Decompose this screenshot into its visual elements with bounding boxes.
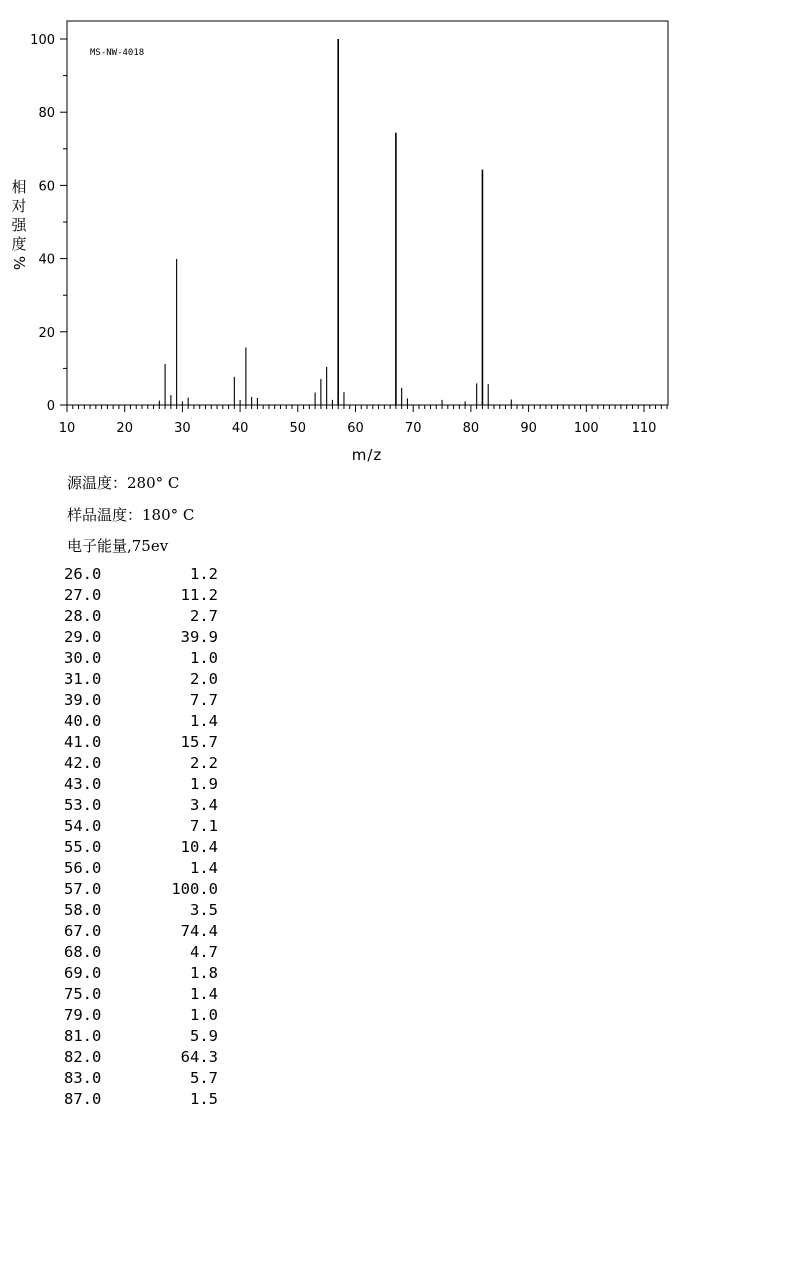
peak-mz-value: 58.0 (64, 901, 102, 919)
table-row (64, 984, 218, 1005)
peak-intensity-value: 15.7 (180, 733, 218, 751)
y-label-char: 相 (11, 178, 27, 196)
table-row (64, 732, 218, 753)
table-row (64, 585, 218, 606)
x-axis-label: m/z (351, 446, 383, 464)
x-tick-label: 20 (116, 421, 133, 436)
table-row (64, 879, 218, 900)
peak-intensity-value: 5.7 (190, 1069, 218, 1087)
x-tick-label: 40 (231, 421, 249, 436)
table-row (64, 627, 218, 648)
x-tick-label: 100 (573, 421, 599, 436)
y-label-char: 对 (11, 197, 27, 215)
table-row (64, 1005, 218, 1026)
table-row (64, 690, 218, 711)
y-tick-label: 40 (38, 252, 55, 268)
y-tick-label: 20 (38, 325, 55, 341)
peak-intensity-value: 1.0 (190, 1006, 218, 1024)
peak-mz-value: 87.0 (64, 1090, 102, 1108)
peak-mz-value: 75.0 (64, 985, 102, 1003)
peak-intensity-value: 3.5 (190, 901, 218, 919)
table-row (64, 1068, 218, 1089)
peak-mz-value: 42.0 (64, 754, 102, 772)
table-row (64, 795, 218, 816)
peak-mz-value: 29.0 (64, 628, 102, 646)
table-row (64, 921, 218, 942)
peak-intensity-value: 64.3 (180, 1048, 218, 1066)
peak-intensity-value: 2.0 (190, 670, 218, 688)
peak-mz-value: 30.0 (64, 649, 102, 667)
x-tick-label: 10 (58, 421, 76, 436)
peak-intensity-value: 100.0 (171, 880, 218, 898)
table-row (64, 711, 218, 732)
source-temperature: 源温度：280° C (67, 474, 180, 492)
x-tick-label: 110 (631, 421, 657, 436)
peak-mz-value: 41.0 (64, 733, 102, 751)
plot-frame (67, 21, 668, 405)
y-label-char: 强 (11, 216, 27, 234)
peak-mz-value: 56.0 (64, 859, 102, 877)
mass-spectrum-chart (0, 0, 794, 470)
peak-intensity-value: 10.4 (180, 838, 218, 856)
y-label-char: 度 (11, 235, 27, 253)
peak-table (64, 564, 218, 1110)
peak-intensity-value: 1.5 (190, 1090, 218, 1108)
peak-intensity-value: 1.8 (190, 964, 218, 982)
table-row (64, 900, 218, 921)
peak-intensity-value: 11.2 (180, 586, 218, 604)
table-row (64, 1089, 218, 1110)
table-row (64, 963, 218, 984)
peak-mz-value: 57.0 (64, 880, 102, 898)
y-label-char: % (10, 255, 28, 271)
peak-intensity-value: 7.1 (190, 817, 218, 835)
x-tick-label: 80 (462, 421, 480, 436)
table-row (64, 837, 218, 858)
y-axis-ticks (30, 33, 67, 414)
y-tick-label: 100 (30, 33, 55, 48)
peak-intensity-value: 5.9 (190, 1027, 218, 1045)
peak-intensity-value: 3.4 (190, 796, 218, 814)
table-row (64, 1047, 218, 1068)
peak-mz-value: 54.0 (64, 817, 102, 835)
peak-mz-value: 69.0 (64, 964, 102, 982)
peak-mz-value: 31.0 (64, 670, 102, 688)
peak-intensity-value: 1.4 (190, 985, 218, 1003)
x-axis-ticks (59, 405, 667, 436)
peak-mz-value: 28.0 (64, 607, 102, 625)
electron-energy: 电子能量,75ev (67, 537, 169, 555)
peak-mz-value: 82.0 (64, 1048, 102, 1066)
table-row (64, 669, 218, 690)
peak-mz-value: 43.0 (64, 775, 102, 793)
x-tick-label: 70 (404, 421, 422, 436)
peak-mz-value: 67.0 (64, 922, 102, 940)
peak-mz-value: 79.0 (64, 1006, 102, 1024)
peak-mz-value: 40.0 (64, 712, 102, 730)
spectrum-id: MS-NW-4018 (90, 48, 145, 58)
peak-mz-value: 81.0 (64, 1027, 102, 1045)
peak-intensity-value: 39.9 (180, 628, 218, 646)
peak-intensity-value: 4.7 (190, 943, 218, 961)
table-row (64, 858, 218, 879)
table-row (64, 1026, 218, 1047)
peak-intensity-value: 1.0 (190, 649, 218, 667)
x-tick-label: 50 (289, 421, 307, 436)
peak-intensity-value: 2.7 (190, 607, 218, 625)
table-row (64, 774, 218, 795)
table-row (64, 816, 218, 837)
peak-series (159, 39, 511, 405)
x-tick-label: 60 (347, 421, 364, 436)
peak-mz-value: 39.0 (64, 691, 102, 709)
table-row (64, 942, 218, 963)
peak-intensity-value: 2.2 (190, 754, 218, 772)
peak-intensity-value: 1.4 (190, 859, 218, 877)
peak-mz-value: 26.0 (64, 565, 102, 583)
peak-intensity-value: 1.4 (190, 712, 218, 730)
x-tick-label: 90 (520, 421, 537, 436)
y-tick-label: 80 (38, 106, 55, 122)
table-row (64, 753, 218, 774)
peak-mz-value: 83.0 (64, 1069, 102, 1087)
y-tick-label: 60 (38, 179, 55, 195)
peak-intensity-value: 1.2 (190, 565, 218, 583)
x-tick-label: 30 (174, 421, 191, 436)
y-tick-label: 0 (46, 399, 55, 414)
table-row (64, 606, 218, 627)
peak-intensity-value: 1.9 (190, 775, 218, 793)
peak-mz-value: 68.0 (64, 943, 102, 961)
peak-mz-value: 53.0 (64, 796, 102, 814)
y-axis-label (10, 178, 28, 270)
sample-temperature: 样品温度：180° C (67, 506, 195, 524)
peak-mz-value: 27.0 (64, 586, 102, 604)
table-row (64, 564, 218, 585)
peak-intensity-value: 74.4 (180, 922, 218, 940)
table-row (64, 648, 218, 669)
peak-intensity-value: 7.7 (190, 691, 218, 709)
peak-mz-value: 55.0 (64, 838, 102, 856)
